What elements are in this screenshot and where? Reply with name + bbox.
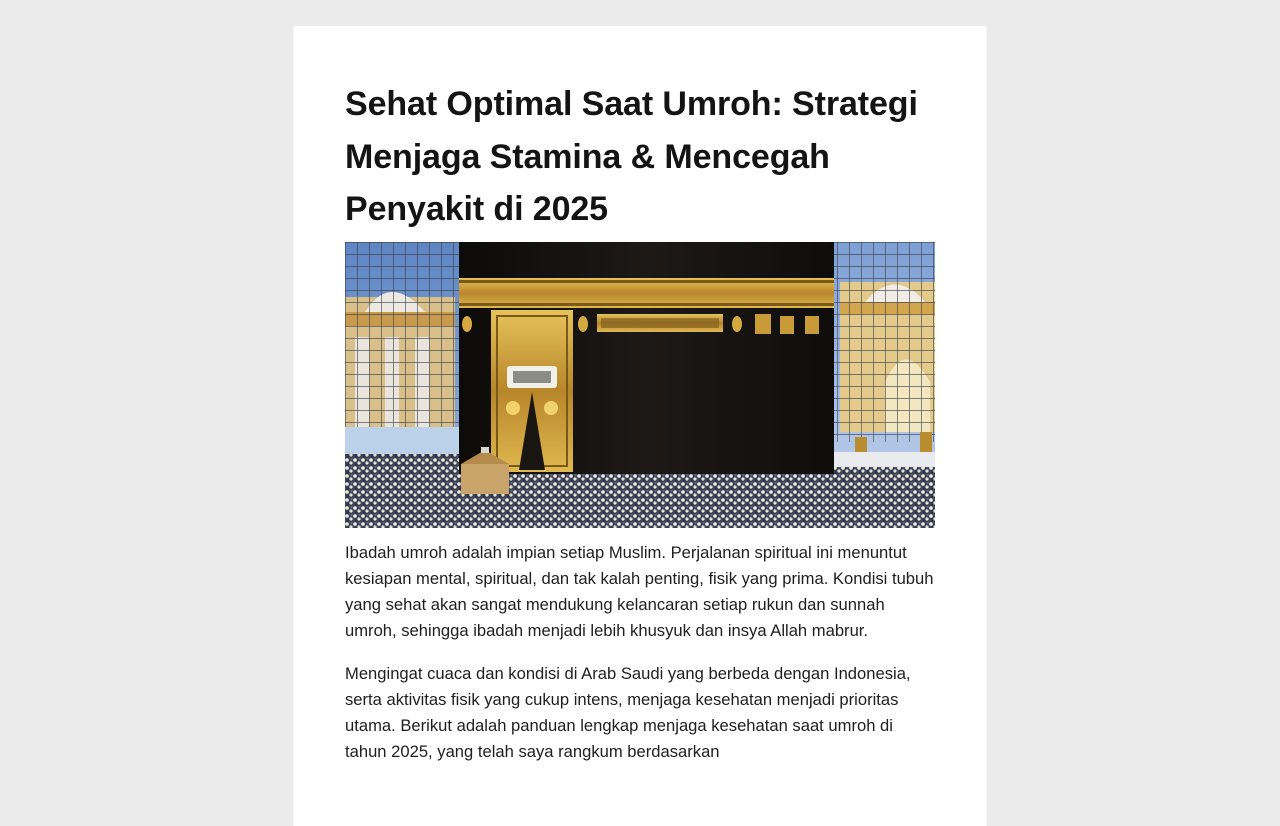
article-paragraph: Ibadah umroh adalah impian setiap Muslim. Perjalanan spiritual ini menuntut kesiapan mental, spiritual, dan tak kalah penting, fisik yang prima. Kondisi tubuh yang sehat akan sangat mendukung kelancaran setiap rukun dan sunnah umroh, sehingga ibadah menjadi lebih khusyuk dan insya Allah mabrur. (345, 542, 934, 640)
article-card (293, 26, 987, 826)
hero-image-kaaba (345, 242, 935, 528)
article-title: Sehat Optimal Saat Umroh: Strategi Menjaga Stamina & Mencegah Penyakit di 2025 (345, 85, 918, 228)
article (345, 78, 935, 765)
article-paragraph: Mengingat cuaca dan kondisi di Arab Saudi yang berbeda dengan Indonesia, serta aktivitas fisik yang cukup intens, menjaga kesehatan menjadi prioritas utama. Berikut adalah panduan lengkap menjaga kesehatan saat umroh di tahun 2025, yang telah saya rangkum berdasarkan (345, 663, 911, 761)
